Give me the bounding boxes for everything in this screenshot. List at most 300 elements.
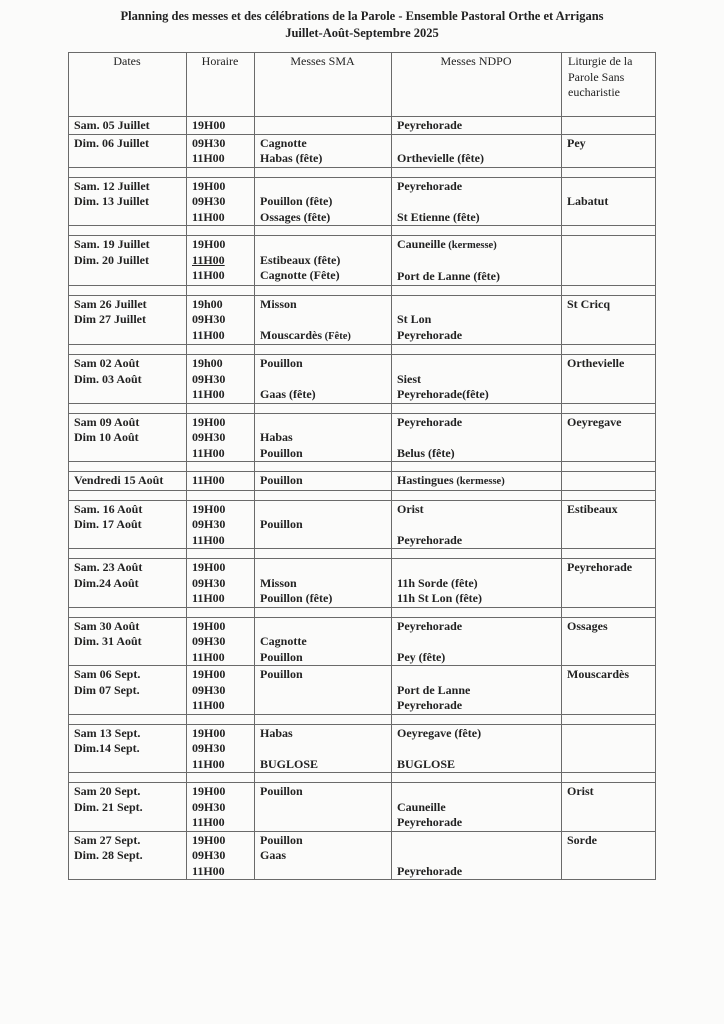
ndpo-line bbox=[397, 667, 555, 683]
sma-line: Pouillon bbox=[260, 356, 303, 370]
spacer-cell bbox=[562, 714, 656, 724]
time-line: 19H00 bbox=[192, 118, 226, 132]
date-cell bbox=[69, 666, 187, 715]
spacer-cell bbox=[255, 403, 392, 413]
liturgie-cell bbox=[562, 295, 656, 345]
ndpo-line bbox=[397, 848, 555, 864]
table-row bbox=[69, 134, 656, 167]
ndpo-cell bbox=[392, 295, 562, 345]
time-line: 19H00 bbox=[192, 725, 226, 740]
ndpo-line bbox=[397, 430, 555, 446]
spacer-cell bbox=[255, 607, 392, 617]
ndpo-cell bbox=[392, 559, 562, 608]
time-line: 11H00 bbox=[192, 473, 225, 487]
sma-cell bbox=[255, 236, 392, 286]
time-cell bbox=[187, 295, 255, 345]
liturgie-cell bbox=[562, 472, 656, 491]
time-cell bbox=[187, 831, 255, 880]
liturgie-line bbox=[567, 237, 649, 253]
sma-cell bbox=[255, 117, 392, 135]
ndpo-cell bbox=[392, 236, 562, 286]
spacer-cell bbox=[255, 462, 392, 472]
spacer-cell bbox=[187, 285, 255, 295]
date-line: Dim. 06 Juillet bbox=[74, 135, 149, 150]
table-row bbox=[69, 472, 656, 491]
liturgie-line: Oeyregave bbox=[567, 414, 622, 429]
time-cell bbox=[187, 236, 255, 286]
sma-line: Gaas (fête) bbox=[260, 387, 316, 401]
time-cell bbox=[187, 177, 255, 226]
ndpo-line: Orist bbox=[397, 501, 424, 516]
date-line: Sam 30 Août bbox=[74, 618, 140, 633]
sma-line: BUGLOSE bbox=[260, 756, 319, 771]
sma-line bbox=[260, 118, 385, 134]
liturgie-cell bbox=[562, 236, 656, 286]
table-row bbox=[69, 666, 656, 715]
sma-line: Misson bbox=[260, 296, 297, 311]
time-line: 09H30 bbox=[192, 371, 226, 386]
sma-line: Habas bbox=[260, 725, 293, 740]
sma-note: (Fête) bbox=[322, 330, 351, 342]
ndpo-line: Oeyregave (fête) bbox=[397, 725, 482, 740]
sma-line bbox=[260, 372, 385, 388]
col-header-messes-sma: Messes SMA bbox=[255, 53, 392, 117]
ndpo-line: 11h St Lon (fête) bbox=[397, 591, 482, 605]
liturgie-line: Pey bbox=[567, 135, 586, 150]
table-row bbox=[69, 177, 656, 226]
ndpo-cell bbox=[392, 355, 562, 404]
time-line: 11H00 bbox=[192, 815, 225, 829]
date-line: Dim. 13 Juillet bbox=[74, 194, 149, 208]
spacer-row bbox=[69, 773, 656, 783]
sma-cell bbox=[255, 413, 392, 462]
spacer-row bbox=[69, 549, 656, 559]
time-line: 11H00 bbox=[192, 151, 225, 165]
liturgie-cell bbox=[562, 724, 656, 773]
ndpo-line: Port de Lanne bbox=[397, 682, 471, 697]
date-cell bbox=[69, 783, 187, 832]
ndpo-cell bbox=[392, 177, 562, 226]
sma-cell bbox=[255, 295, 392, 345]
spacer-row bbox=[69, 285, 656, 295]
ndpo-note: (kermesse) bbox=[453, 476, 505, 487]
sma-line: Cagnotte bbox=[260, 135, 307, 150]
date-cell bbox=[69, 295, 187, 345]
sma-line bbox=[260, 237, 385, 253]
date-line: Sam. 05 Juillet bbox=[74, 118, 150, 132]
sma-cell bbox=[255, 783, 392, 832]
time-cell bbox=[187, 617, 255, 666]
ndpo-line: Peyrehorade bbox=[397, 327, 463, 342]
time-line: 11H00 bbox=[192, 698, 225, 712]
date-line: Sam. 12 Juillet bbox=[74, 178, 150, 193]
sma-cell bbox=[255, 617, 392, 666]
time-line: 19H00 bbox=[192, 178, 226, 193]
time-line: 19H00 bbox=[192, 832, 226, 847]
ndpo-line bbox=[397, 560, 555, 576]
date-line: Vendredi 15 Août bbox=[74, 473, 164, 487]
time-line: 11H00 bbox=[192, 445, 225, 460]
spacer-cell bbox=[69, 462, 187, 472]
spacer-cell bbox=[392, 549, 562, 559]
ndpo-line: Belus (fête) bbox=[397, 445, 455, 460]
ndpo-line: Siest bbox=[397, 371, 421, 386]
date-line: Dim.24 Août bbox=[74, 575, 139, 590]
spacer-row bbox=[69, 490, 656, 500]
date-cell bbox=[69, 559, 187, 608]
date-line: Dim. 31 Août bbox=[74, 634, 142, 648]
ndpo-line: Peyrehorade bbox=[397, 863, 463, 878]
table-row bbox=[69, 724, 656, 773]
col-header-horaire: Horaire bbox=[187, 53, 255, 117]
liturgie-line: Labatut bbox=[567, 194, 609, 208]
sma-line: Pouillon (fête) bbox=[260, 194, 333, 208]
spacer-cell bbox=[69, 167, 187, 177]
spacer-cell bbox=[255, 490, 392, 500]
time-line: 09H30 bbox=[192, 575, 226, 590]
time-cell bbox=[187, 783, 255, 832]
spacer-cell bbox=[187, 549, 255, 559]
time-cell bbox=[187, 355, 255, 404]
spacer-cell bbox=[187, 403, 255, 413]
table-row bbox=[69, 617, 656, 666]
spacer-cell bbox=[187, 462, 255, 472]
spacer-cell bbox=[392, 167, 562, 177]
sma-line: Gaas bbox=[260, 848, 287, 862]
spacer-cell bbox=[69, 490, 187, 500]
spacer-cell bbox=[562, 462, 656, 472]
date-line: Dim 07 Sept. bbox=[74, 682, 140, 697]
spacer-cell bbox=[69, 226, 187, 236]
document-subtitle: Juillet-Août-Septembre 2025 bbox=[285, 26, 439, 40]
spacer-cell bbox=[392, 714, 562, 724]
time-line: 19h00 bbox=[192, 356, 223, 370]
spacer-cell bbox=[69, 285, 187, 295]
spacer-cell bbox=[69, 607, 187, 617]
time-line: 19H00 bbox=[192, 501, 226, 516]
col-header-dates: Dates bbox=[69, 53, 187, 117]
date-cell bbox=[69, 236, 187, 286]
date-cell bbox=[69, 500, 187, 549]
spacer-row bbox=[69, 167, 656, 177]
liturgie-line: Sorde bbox=[567, 832, 597, 847]
time-line: 09H30 bbox=[192, 312, 226, 326]
spacer-cell bbox=[392, 462, 562, 472]
time-line: 11H00 bbox=[192, 863, 225, 878]
spacer-cell bbox=[69, 773, 187, 783]
time-line: 11H00 bbox=[192, 327, 225, 342]
date-cell bbox=[69, 117, 187, 135]
table-row bbox=[69, 559, 656, 608]
ndpo-line: Port de Lanne (fête) bbox=[397, 269, 500, 283]
spacer-cell bbox=[255, 167, 392, 177]
spacer-cell bbox=[187, 714, 255, 724]
ndpo-line bbox=[397, 297, 555, 313]
ndpo-line: St Lon bbox=[397, 312, 432, 326]
col-header-liturgie: Liturgie de la Parole Sans eucharistie bbox=[562, 53, 656, 117]
time-cell bbox=[187, 559, 255, 608]
spacer-cell bbox=[392, 490, 562, 500]
ndpo-cell bbox=[392, 831, 562, 880]
ndpo-line: Peyrehorade bbox=[397, 178, 463, 193]
spacer-cell bbox=[255, 549, 392, 559]
liturgie-line bbox=[567, 118, 649, 134]
ndpo-line: Peyrehorade bbox=[397, 815, 463, 829]
ndpo-cell bbox=[392, 724, 562, 773]
liturgie-cell bbox=[562, 500, 656, 549]
time-line: 09H30 bbox=[192, 682, 226, 697]
time-line: 11H00 bbox=[192, 532, 225, 547]
ndpo-line bbox=[397, 194, 555, 210]
ndpo-note: (kermesse) bbox=[445, 240, 497, 251]
ndpo-line: BUGLOSE bbox=[397, 756, 456, 771]
date-line: Dim. 21 Sept. bbox=[74, 799, 143, 814]
date-line: Dim. 20 Juillet bbox=[74, 252, 149, 267]
spacer-cell bbox=[392, 607, 562, 617]
liturgie-cell bbox=[562, 783, 656, 832]
time-line: 11H00 bbox=[192, 209, 225, 224]
spacer-cell bbox=[69, 345, 187, 355]
spacer-cell bbox=[255, 714, 392, 724]
liturgie-line: Orist bbox=[567, 784, 594, 798]
sma-line bbox=[260, 502, 385, 518]
date-line: Dim 10 Août bbox=[74, 430, 139, 444]
sma-line: Cagnotte bbox=[260, 634, 307, 648]
time-line: 09H30 bbox=[192, 194, 226, 208]
spacer-cell bbox=[255, 345, 392, 355]
ndpo-line bbox=[397, 634, 555, 650]
date-line: Dim 27 Juillet bbox=[74, 312, 146, 326]
ndpo-line: Peyrehorade bbox=[397, 118, 463, 132]
spacer-cell bbox=[562, 607, 656, 617]
time-line: 19H00 bbox=[192, 618, 226, 633]
table-row bbox=[69, 783, 656, 832]
spacer-cell bbox=[562, 226, 656, 236]
table-row bbox=[69, 500, 656, 549]
date-line: Sam 27 Sept. bbox=[74, 832, 141, 847]
sma-cell bbox=[255, 500, 392, 549]
ndpo-cell bbox=[392, 783, 562, 832]
sma-line: Pouillon bbox=[260, 473, 303, 487]
date-line: Sam 09 Août bbox=[74, 414, 140, 429]
spacer-row bbox=[69, 714, 656, 724]
liturgie-cell bbox=[562, 666, 656, 715]
spacer-cell bbox=[562, 549, 656, 559]
spacer-cell bbox=[392, 285, 562, 295]
ndpo-cell bbox=[392, 472, 562, 491]
sma-cell bbox=[255, 559, 392, 608]
spacer-cell bbox=[187, 345, 255, 355]
time-line: 11H00 bbox=[192, 649, 225, 664]
spacer-cell bbox=[255, 285, 392, 295]
sma-cell bbox=[255, 177, 392, 226]
liturgie-cell bbox=[562, 134, 656, 167]
spacer-cell bbox=[562, 167, 656, 177]
ndpo-line bbox=[397, 741, 555, 757]
liturgie-cell bbox=[562, 117, 656, 135]
spacer-cell bbox=[392, 345, 562, 355]
table-row bbox=[69, 236, 656, 286]
spacer-cell bbox=[69, 403, 187, 413]
table-row bbox=[69, 295, 656, 345]
ndpo-line: Peyrehorade bbox=[397, 532, 463, 547]
time-line: 11H00 bbox=[192, 387, 225, 401]
date-line: Sam. 19 Juillet bbox=[74, 237, 150, 251]
spacer-row bbox=[69, 226, 656, 236]
ndpo-line: Pey (fête) bbox=[397, 649, 446, 664]
ndpo-line: 11h Sorde (fête) bbox=[397, 575, 478, 590]
ndpo-line: Cauneille bbox=[397, 237, 446, 251]
spacer-cell bbox=[392, 403, 562, 413]
ndpo-line: Peyrehorade bbox=[397, 618, 463, 633]
time-line: 11H00 bbox=[192, 756, 225, 771]
time-line: 19H00 bbox=[192, 784, 226, 798]
spacer-row bbox=[69, 607, 656, 617]
sma-cell bbox=[255, 831, 392, 880]
ndpo-line bbox=[397, 356, 555, 372]
ndpo-line bbox=[397, 517, 555, 533]
time-line: 19H00 bbox=[192, 237, 226, 251]
sma-cell bbox=[255, 666, 392, 715]
date-cell bbox=[69, 831, 187, 880]
time-line: 09H30 bbox=[192, 741, 226, 755]
spacer-cell bbox=[187, 226, 255, 236]
date-cell bbox=[69, 617, 187, 666]
date-line: Dim.14 Sept. bbox=[74, 741, 140, 755]
date-line: Sam. 23 Août bbox=[74, 560, 143, 574]
liturgie-cell bbox=[562, 559, 656, 608]
sma-line bbox=[260, 179, 385, 195]
sma-cell bbox=[255, 134, 392, 167]
liturgie-cell bbox=[562, 177, 656, 226]
date-line: Dim. 17 Août bbox=[74, 517, 142, 531]
date-line: Sam 06 Sept. bbox=[74, 667, 141, 681]
sma-cell bbox=[255, 355, 392, 404]
time-line: 09H30 bbox=[192, 634, 226, 648]
schedule-table bbox=[68, 52, 656, 880]
ndpo-line bbox=[397, 833, 555, 849]
sma-line bbox=[260, 560, 385, 576]
time-cell bbox=[187, 666, 255, 715]
time-line: 11H00 bbox=[192, 268, 225, 282]
time-line: 19H00 bbox=[192, 560, 226, 574]
spacer-cell bbox=[187, 773, 255, 783]
spacer-cell bbox=[392, 773, 562, 783]
sma-line: Pouillon bbox=[260, 784, 303, 798]
ndpo-line: Peyrehorade(fête) bbox=[397, 387, 489, 401]
spacer-cell bbox=[187, 490, 255, 500]
spacer-cell bbox=[187, 607, 255, 617]
table-row bbox=[69, 831, 656, 880]
liturgie-line: Ossages bbox=[567, 618, 608, 633]
date-line: Sam. 16 Août bbox=[74, 501, 143, 516]
liturgie-cell bbox=[562, 617, 656, 666]
ndpo-line bbox=[397, 254, 555, 270]
ndpo-cell bbox=[392, 117, 562, 135]
table-row bbox=[69, 413, 656, 462]
time-cell bbox=[187, 500, 255, 549]
sma-line bbox=[260, 415, 385, 431]
time-line: 11H00 bbox=[192, 252, 225, 267]
ndpo-cell bbox=[392, 134, 562, 167]
spacer-cell bbox=[562, 285, 656, 295]
time-line: 19h00 bbox=[192, 296, 223, 311]
time-line: 19H00 bbox=[192, 414, 226, 429]
time-line: 09H30 bbox=[192, 848, 226, 862]
sma-line bbox=[260, 619, 385, 635]
date-cell bbox=[69, 724, 187, 773]
sma-line: Habas (fête) bbox=[260, 151, 323, 165]
date-cell bbox=[69, 177, 187, 226]
sma-line: Pouillon bbox=[260, 667, 303, 681]
liturgie-line: Mouscardès bbox=[567, 667, 629, 681]
table-header-row bbox=[69, 53, 656, 117]
date-cell bbox=[69, 472, 187, 491]
liturgie-line bbox=[567, 179, 649, 195]
spacer-cell bbox=[562, 403, 656, 413]
sma-line: Misson bbox=[260, 575, 297, 590]
sma-line: Mouscardès bbox=[260, 327, 322, 342]
document-title: Planning des messes et des célébrations de la Parole - Ensemble Pastoral Orthe et Arrigans bbox=[120, 9, 604, 23]
liturgie-cell bbox=[562, 413, 656, 462]
liturgie-line bbox=[567, 473, 649, 489]
ndpo-line bbox=[397, 784, 555, 800]
sma-line bbox=[260, 741, 385, 757]
liturgie-line bbox=[567, 726, 649, 742]
time-line: 11H00 bbox=[192, 591, 225, 605]
sma-line: Pouillon bbox=[260, 445, 303, 460]
spacer-cell bbox=[255, 226, 392, 236]
liturgie-cell bbox=[562, 831, 656, 880]
date-line: Dim. 03 Août bbox=[74, 371, 142, 386]
time-cell bbox=[187, 134, 255, 167]
time-line: 09H30 bbox=[192, 799, 226, 814]
date-line: Dim. 28 Sept. bbox=[74, 848, 143, 862]
table-row bbox=[69, 355, 656, 404]
spacer-cell bbox=[562, 490, 656, 500]
sma-line: Pouillon bbox=[260, 649, 303, 664]
time-line: 19H00 bbox=[192, 667, 226, 681]
time-cell bbox=[187, 472, 255, 491]
spacer-cell bbox=[392, 226, 562, 236]
ndpo-cell bbox=[392, 617, 562, 666]
sma-cell bbox=[255, 724, 392, 773]
date-line: Sam 26 Juillet bbox=[74, 296, 147, 311]
spacer-cell bbox=[562, 773, 656, 783]
table-row bbox=[69, 117, 656, 135]
spacer-cell bbox=[69, 549, 187, 559]
time-line: 09H30 bbox=[192, 135, 226, 150]
date-line: Sam 13 Sept. bbox=[74, 725, 141, 740]
ndpo-line bbox=[397, 136, 555, 152]
ndpo-line: Hastingues bbox=[397, 473, 454, 487]
liturgie-line: St Cricq bbox=[567, 296, 610, 311]
spacer-row bbox=[69, 462, 656, 472]
sma-line: Pouillon bbox=[260, 517, 303, 531]
time-cell bbox=[187, 413, 255, 462]
spacer-cell bbox=[562, 345, 656, 355]
ndpo-cell bbox=[392, 500, 562, 549]
time-line: 09H30 bbox=[192, 517, 226, 531]
ndpo-line: Peyrehorade bbox=[397, 698, 463, 712]
date-line: Sam 02 Août bbox=[74, 356, 140, 370]
spacer-cell bbox=[187, 167, 255, 177]
time-line: 09H30 bbox=[192, 430, 226, 444]
sma-cell bbox=[255, 472, 392, 491]
time-cell bbox=[187, 724, 255, 773]
sma-line: Ossages (fête) bbox=[260, 209, 331, 224]
date-cell bbox=[69, 134, 187, 167]
